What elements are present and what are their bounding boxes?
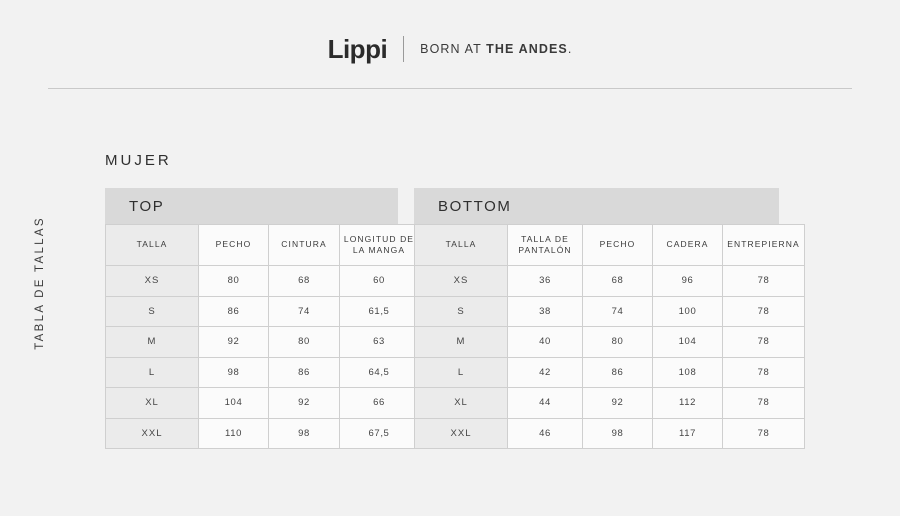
cell-value: 92 — [269, 388, 340, 419]
cell-value: 74 — [583, 296, 653, 327]
cell-value: 66 — [340, 388, 419, 419]
table-row — [106, 388, 419, 419]
cell-value: 42 — [508, 357, 583, 388]
cell-size: M — [415, 327, 508, 358]
table-row — [415, 357, 805, 388]
table-header-row — [415, 225, 805, 266]
cell-value: 78 — [723, 266, 805, 297]
vertical-side-label — [26, 188, 54, 378]
cell-value: 86 — [199, 296, 269, 327]
header-divider-rule — [48, 88, 852, 89]
table-title-top: TOP — [129, 197, 165, 215]
cell-size: L — [415, 357, 508, 388]
tagline-suffix: . — [567, 42, 573, 56]
table-block-bottom — [414, 188, 800, 449]
cell-value: 98 — [199, 357, 269, 388]
table-row — [415, 266, 805, 297]
cell-value: 92 — [199, 327, 269, 358]
column-header-cintura: CINTURA — [269, 225, 340, 266]
cell-value: 68 — [583, 266, 653, 297]
size-table-bottom — [414, 224, 805, 449]
cell-value: 80 — [199, 266, 269, 297]
cell-value: 80 — [269, 327, 340, 358]
cell-value: 110 — [199, 418, 269, 449]
cell-size: L — [106, 357, 199, 388]
cell-value: 78 — [723, 296, 805, 327]
column-header-cadera: CADERA — [653, 225, 723, 266]
cell-size: XS — [106, 266, 199, 297]
cell-value: 63 — [340, 327, 419, 358]
cell-value: 61,5 — [340, 296, 419, 327]
table-row — [106, 418, 419, 449]
cell-size: XS — [415, 266, 508, 297]
cell-value: 40 — [508, 327, 583, 358]
page-title: MUJER — [105, 152, 172, 169]
table-header-band-bottom — [414, 188, 779, 224]
cell-value: 86 — [583, 357, 653, 388]
cell-value: 80 — [583, 327, 653, 358]
cell-value: 86 — [269, 357, 340, 388]
table-row — [415, 327, 805, 358]
cell-value: 104 — [199, 388, 269, 419]
cell-value: 78 — [723, 327, 805, 358]
brand-header — [0, 36, 900, 62]
cell-value: 117 — [653, 418, 723, 449]
cell-size: XL — [415, 388, 508, 419]
cell-value: 78 — [723, 388, 805, 419]
table-row — [415, 418, 805, 449]
cell-value: 38 — [508, 296, 583, 327]
column-header-talla-pantalon: TALLA DE PANTALÓN — [508, 225, 583, 266]
size-table-top — [105, 224, 419, 449]
table-row — [106, 327, 419, 358]
cell-size: S — [106, 296, 199, 327]
cell-size: XXL — [415, 418, 508, 449]
column-header-longitud-manga: LONGITUD DE LA MANGA — [340, 225, 419, 266]
brand-tagline — [420, 42, 572, 56]
column-header-pecho: PECHO — [199, 225, 269, 266]
table-row — [106, 357, 419, 388]
table-row — [106, 266, 419, 297]
cell-value: 108 — [653, 357, 723, 388]
cell-value: 67,5 — [340, 418, 419, 449]
cell-value: 68 — [269, 266, 340, 297]
cell-value: 100 — [653, 296, 723, 327]
tagline-bold: THE ANDES — [486, 42, 568, 56]
cell-value: 74 — [269, 296, 340, 327]
table-row — [415, 388, 805, 419]
side-label-text: TABLA DE TALLAS — [34, 216, 47, 350]
column-header-entrepierna: ENTREPIERNA — [723, 225, 805, 266]
brand-divider — [403, 36, 404, 62]
cell-value: 98 — [269, 418, 340, 449]
cell-size: M — [106, 327, 199, 358]
table-row — [415, 296, 805, 327]
cell-size: S — [415, 296, 508, 327]
cell-value: 92 — [583, 388, 653, 419]
cell-value: 78 — [723, 357, 805, 388]
tagline-prefix: BORN AT — [420, 42, 487, 56]
table-header-row — [106, 225, 419, 266]
column-header-talla: TALLA — [415, 225, 508, 266]
cell-value: 64,5 — [340, 357, 419, 388]
cell-value: 44 — [508, 388, 583, 419]
size-tables-container — [105, 188, 800, 449]
table-block-top — [105, 188, 415, 449]
column-header-pecho: PECHO — [583, 225, 653, 266]
table-title-bottom: BOTTOM — [438, 197, 512, 215]
cell-size: XL — [106, 388, 199, 419]
cell-value: 112 — [653, 388, 723, 419]
cell-value: 78 — [723, 418, 805, 449]
table-header-band-top — [105, 188, 398, 224]
table-row — [106, 296, 419, 327]
cell-value: 36 — [508, 266, 583, 297]
cell-value: 104 — [653, 327, 723, 358]
cell-value: 96 — [653, 266, 723, 297]
cell-size: XXL — [106, 418, 199, 449]
lippi-logo: Lippi — [327, 34, 388, 64]
cell-value: 60 — [340, 266, 419, 297]
cell-value: 98 — [583, 418, 653, 449]
column-header-talla: TALLA — [106, 225, 199, 266]
cell-value: 46 — [508, 418, 583, 449]
